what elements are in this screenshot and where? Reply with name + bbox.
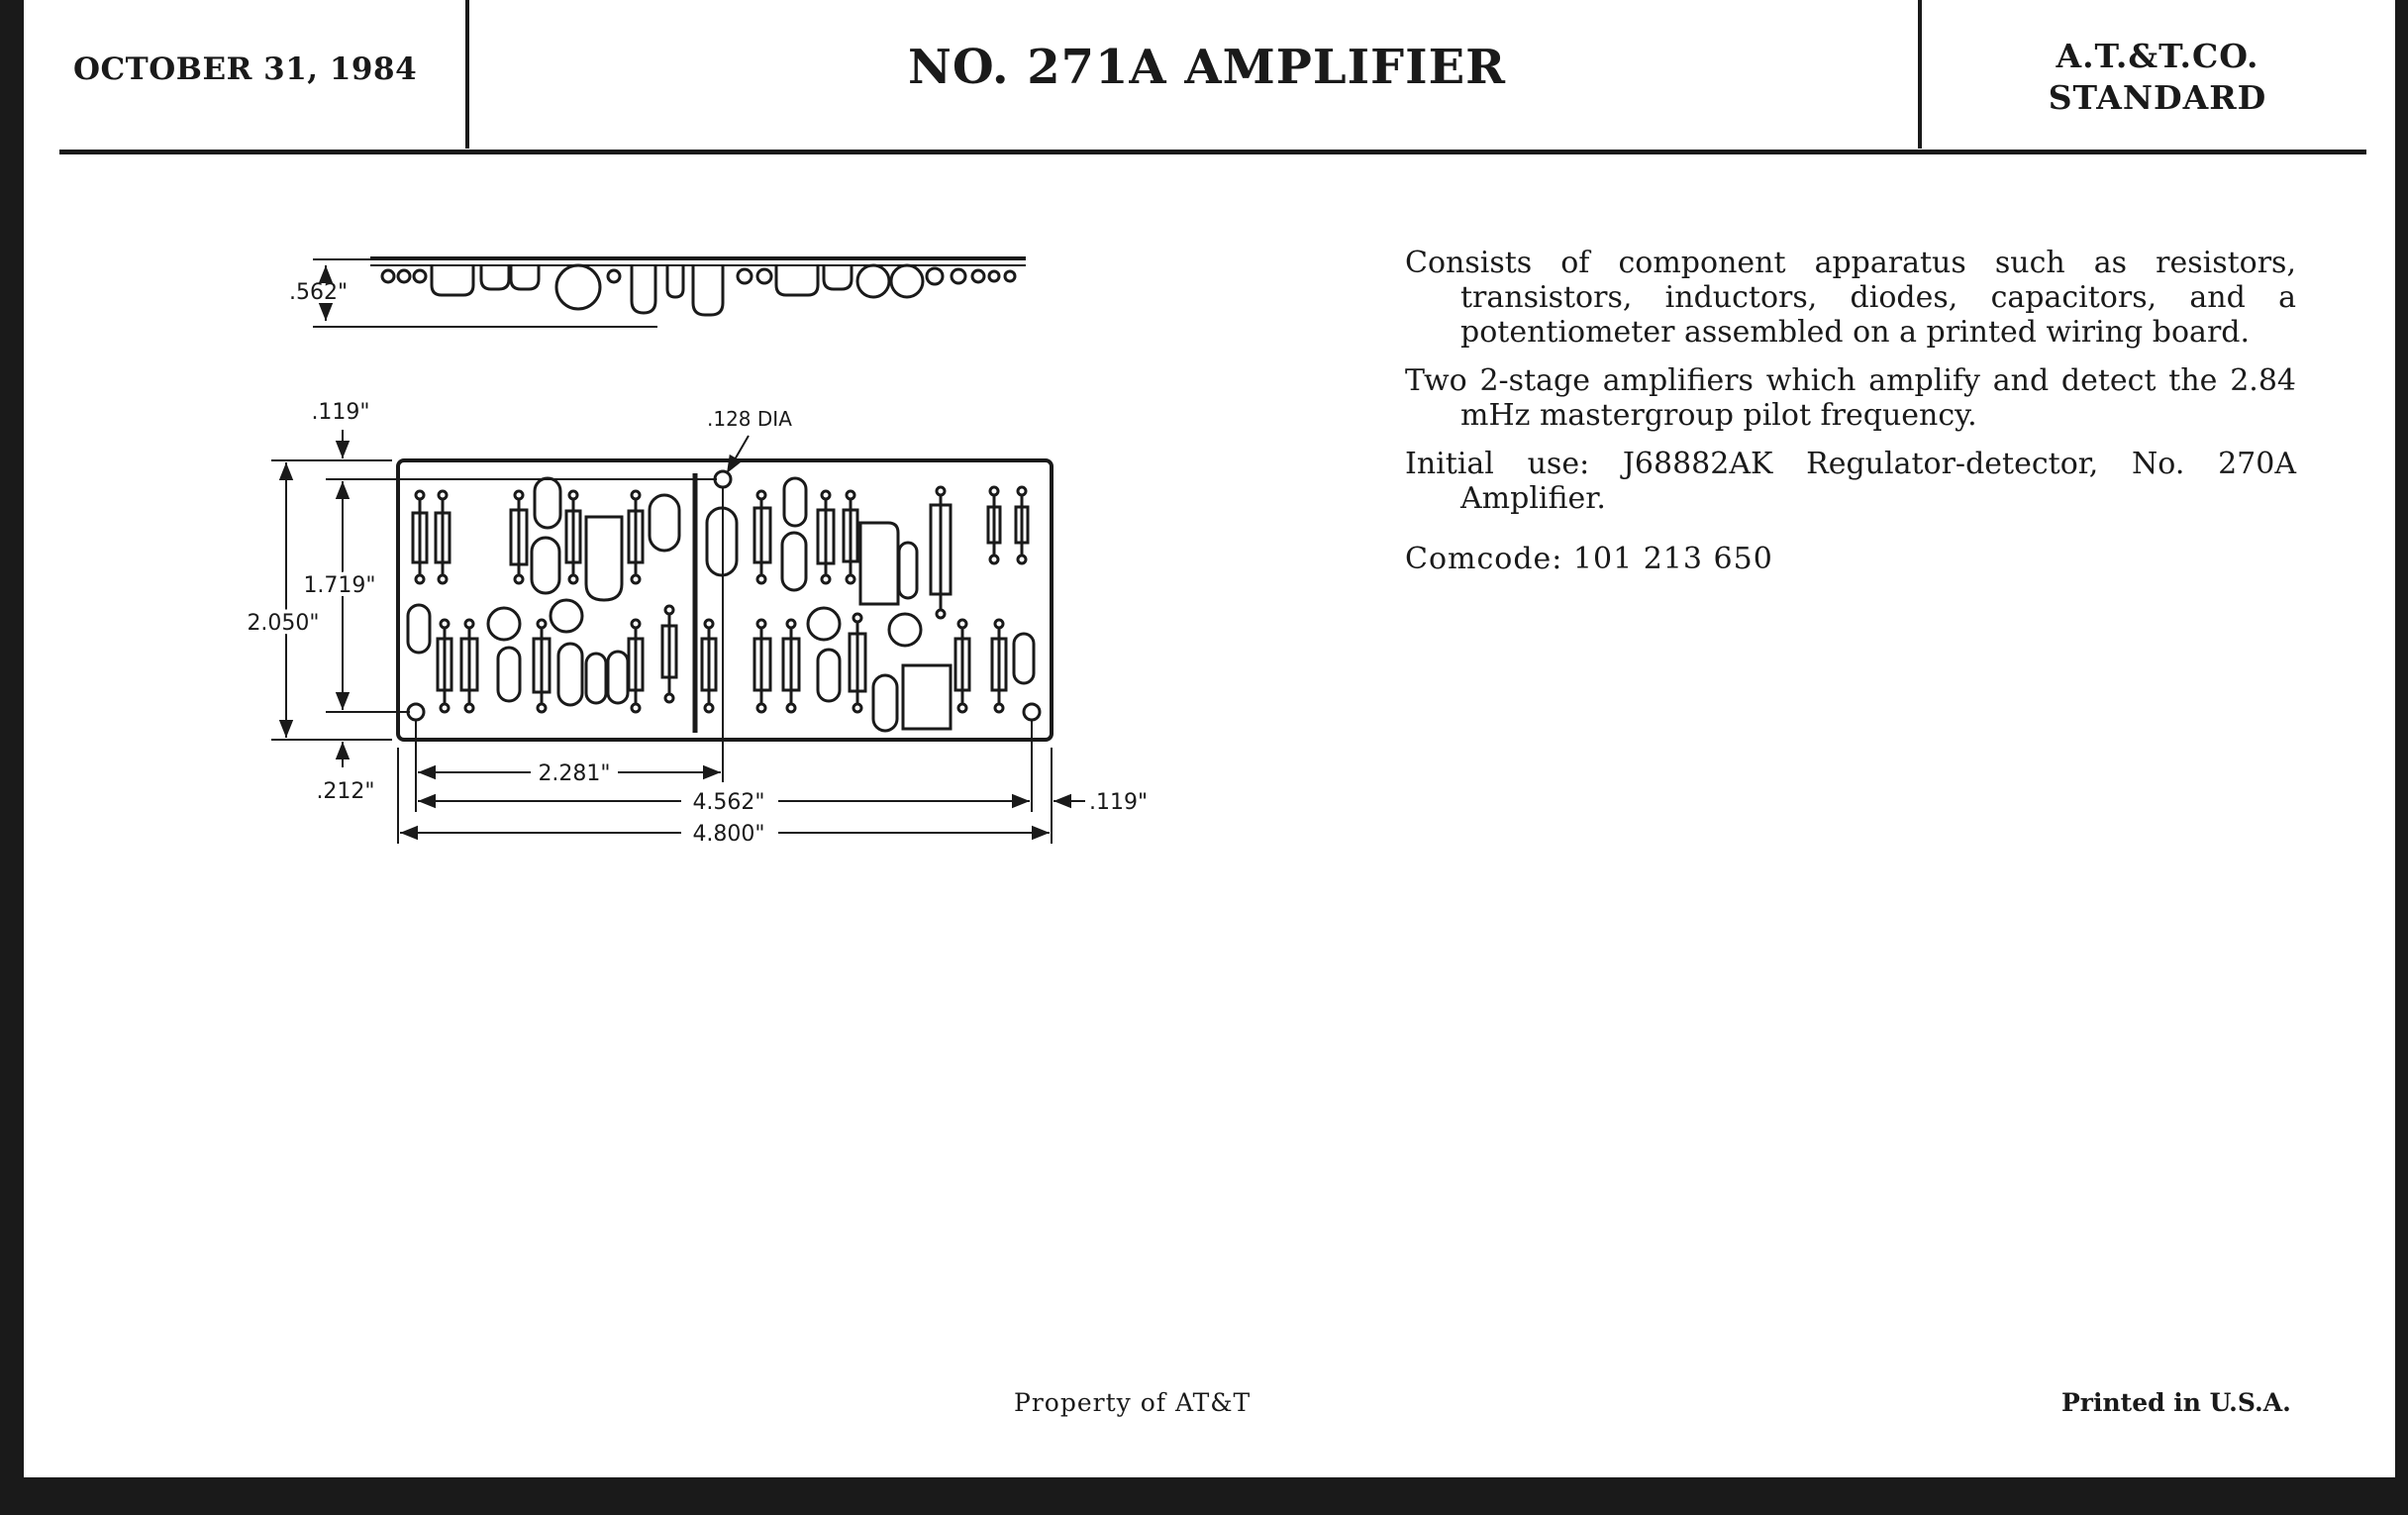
dim-board-height: 2.050" [247, 611, 320, 636]
header-standard-label: STANDARD [2048, 78, 2267, 117]
page-title: NO. 271A AMPLIFIER [907, 40, 1507, 95]
dim-hole-spacing-vertical: 1.719" [303, 573, 376, 598]
description [1405, 246, 2296, 590]
components-right [702, 478, 1034, 731]
dim-half-span: 2.281" [538, 761, 611, 786]
side-view [313, 258, 1026, 327]
description-components: Consists of component apparatus such as resistors, transistors, inductors, diodes, capacitors, and a potentiometer assembled on a printed wiring board. [1405, 246, 2296, 350]
header-standard [1964, 36, 2351, 119]
description-initial-use: Initial use: J68882AK Regulator-detector, No. 270A Amplifier. [1405, 447, 2296, 516]
header-standard-company: A.T.&T.CO. [2056, 37, 2259, 75]
circuit-board-drawing [24, 0, 1172, 891]
footer-printed: Printed in U.S.A. [2061, 1388, 2291, 1417]
header-date: OCTOBER 31, 1984 [73, 51, 418, 87]
dim-hole-diameter: .128 DIA [707, 407, 792, 431]
components-left [408, 478, 679, 712]
dim-top-offset: .119" [311, 400, 370, 425]
header-divider-right [1918, 0, 1922, 149]
footer-property: Property of AT&T [1014, 1388, 1252, 1417]
document-card [24, 0, 2395, 1477]
board-outline [398, 460, 1052, 740]
dim-hole-span: 4.562" [692, 790, 765, 815]
dim-bottom-offset: .212" [316, 779, 375, 804]
description-function: Two 2-stage amplifiers which amplify and detect the 2.84 mHz mastergroup pilot frequency. [1405, 363, 2296, 433]
dim-right-offset: .119" [1089, 790, 1149, 815]
dim-side-height: .562" [289, 280, 349, 305]
dim-board-width: 4.800" [692, 822, 765, 847]
comcode: Comcode: 101 213 650 [1405, 542, 1773, 576]
